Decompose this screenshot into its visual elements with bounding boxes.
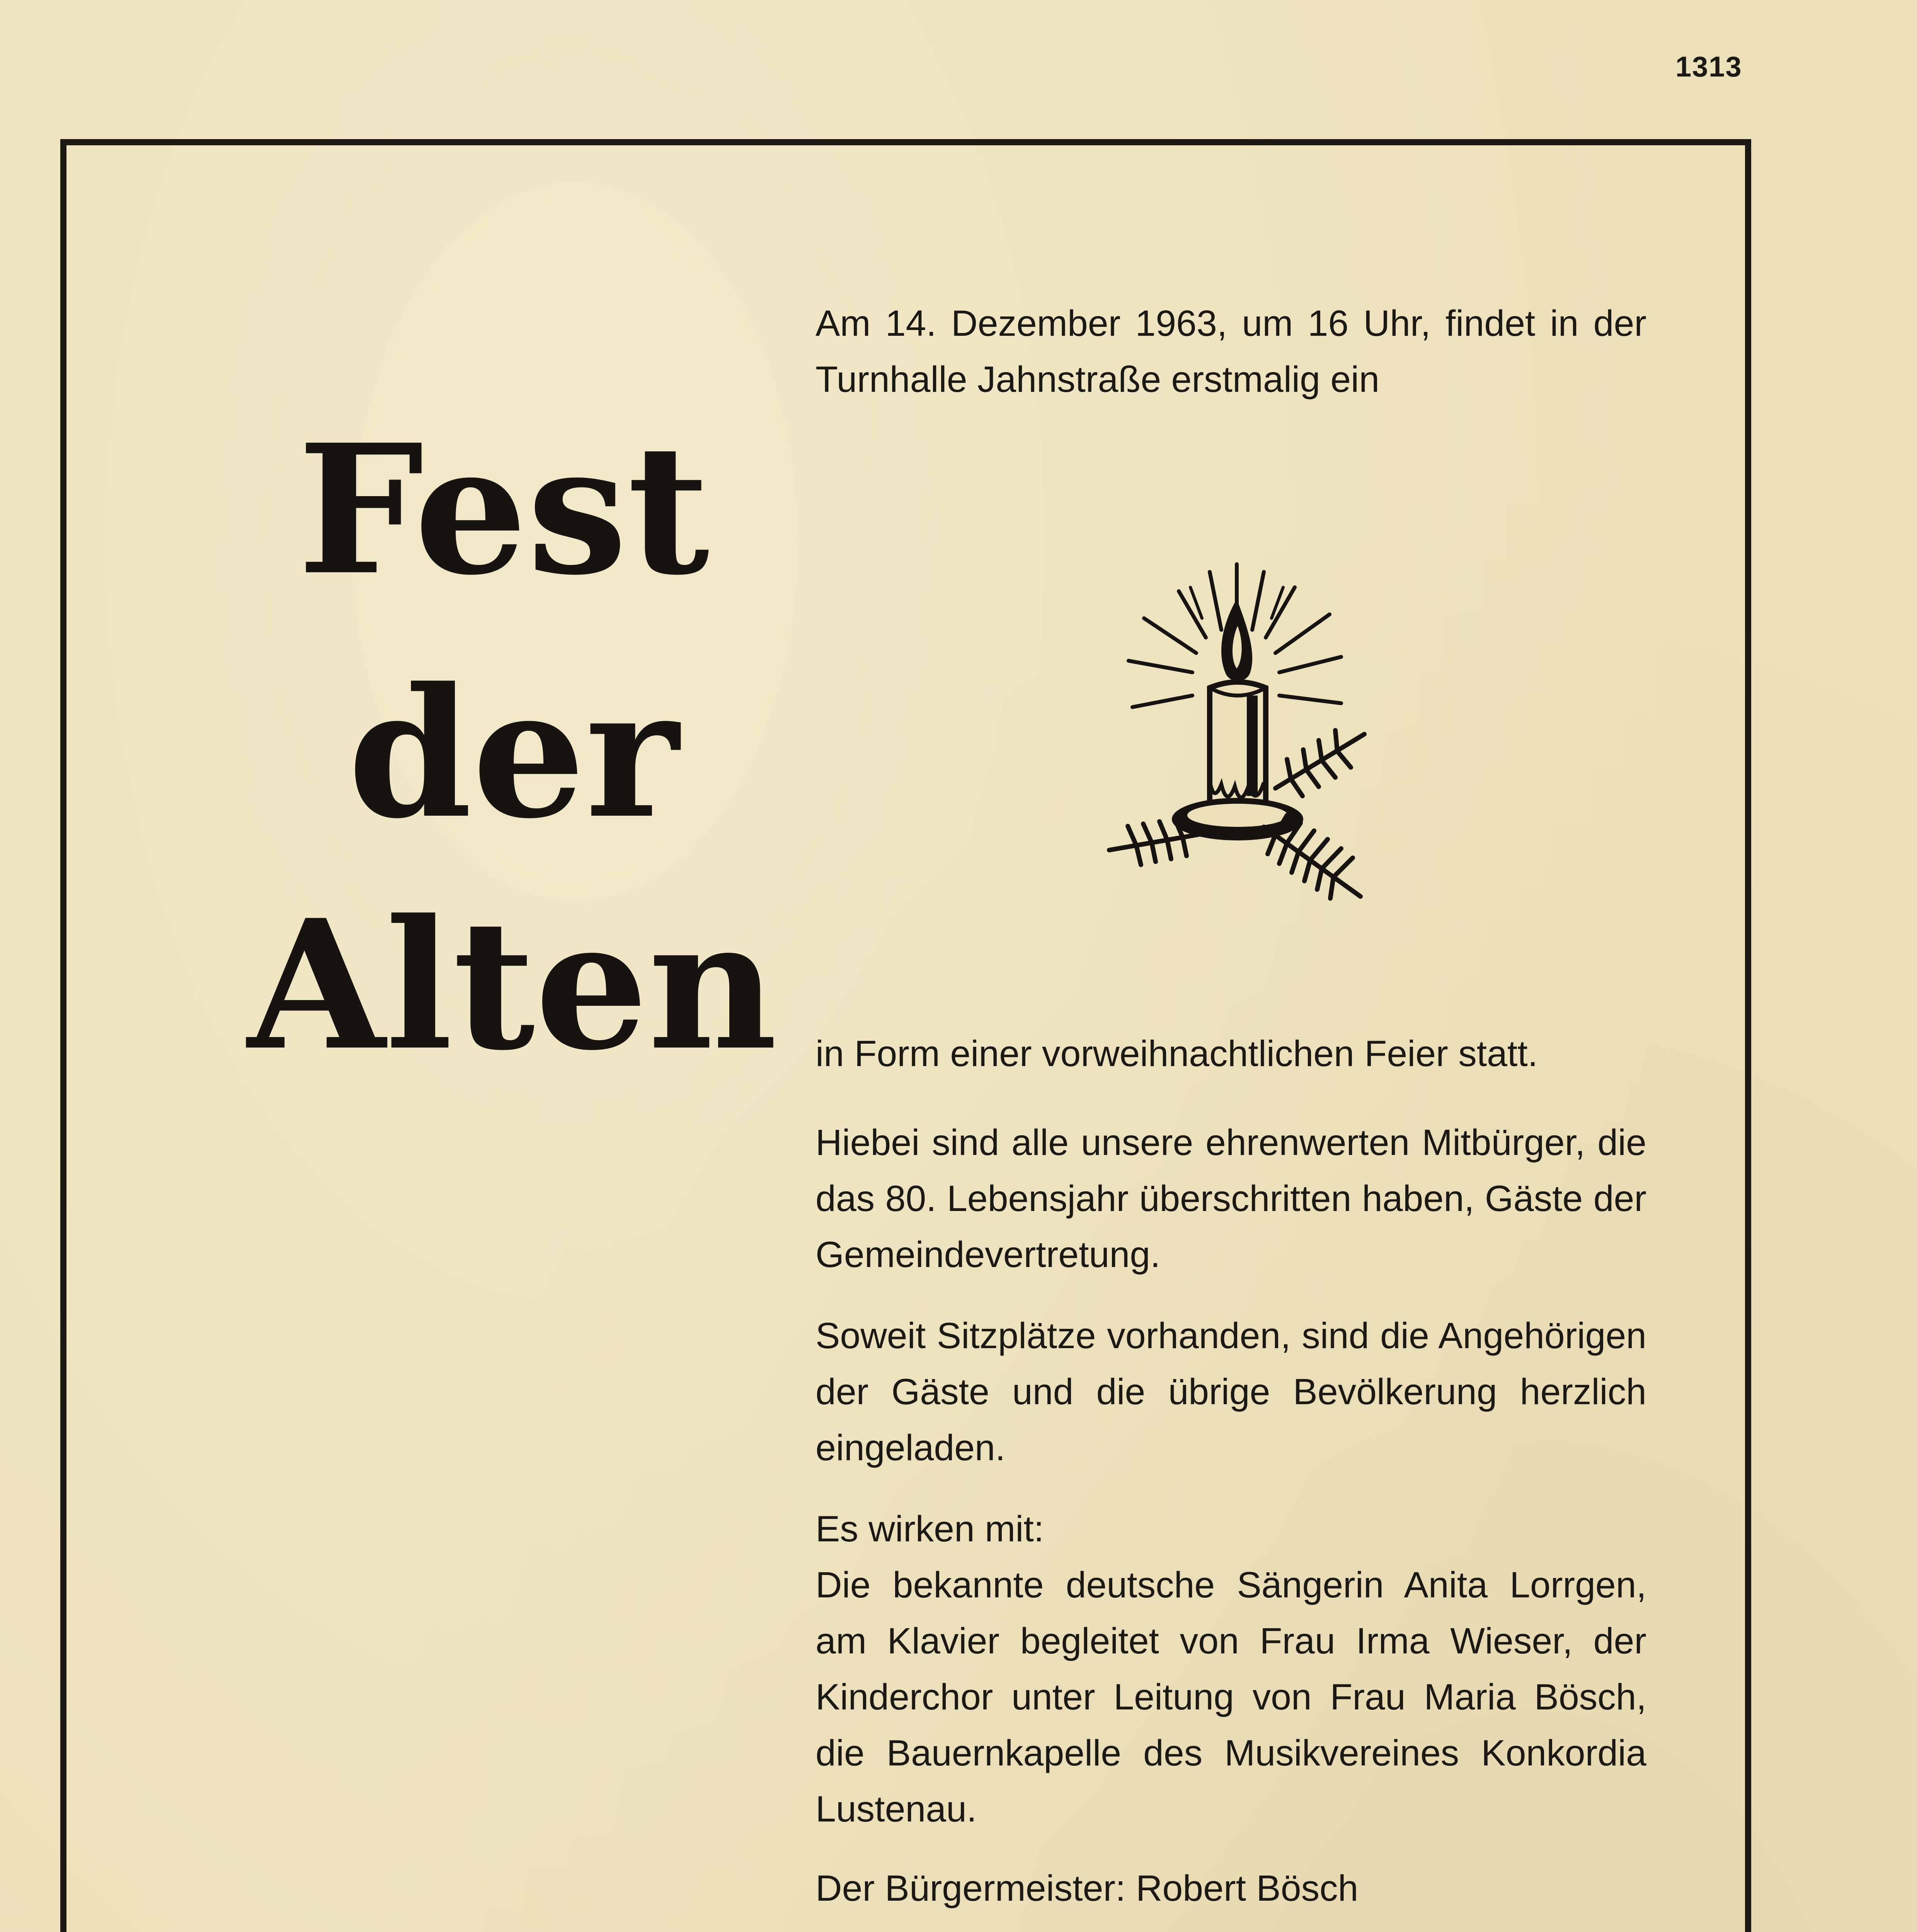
guests-text: Hiebei sind alle unsere ehrenwerten Mitbürger, die das 80. Lebensjahr überschritten haben, Gäste der Gemeindevertretung. <box>815 1122 1646 1275</box>
title-line-fest: Fest <box>298 406 710 614</box>
invitation-text: Soweit Sitzplätze vorhanden, sind die Angehörigen der Gäste und die übrige Bevölkerung herzlich eingeladen. <box>815 1315 1646 1468</box>
title-line-alten: Alten <box>247 881 778 1090</box>
form-text: in Form einer vorweihnachtlichen Feier statt. <box>815 1033 1538 1074</box>
announcement-invitation <box>815 1308 1646 1476</box>
announcement-performers <box>815 1501 1646 1837</box>
announcement-guests <box>815 1115 1646 1283</box>
intro-text: Am 14. Dezember 1963, um 16 Uhr, findet in der Turnhalle Jahnstraße erstmalig ein <box>815 303 1646 400</box>
page-number: 1313 <box>1675 51 1742 83</box>
mayor-signature: Der Bürgermeister: Robert Bösch <box>815 1868 1359 1909</box>
announcement-intro <box>815 296 1646 408</box>
title-line-der: der <box>348 649 679 858</box>
candle-icon <box>1094 549 1372 920</box>
performers-heading: Es wirken mit: <box>815 1509 1044 1549</box>
announcement-signature <box>815 1861 1646 1917</box>
announcement-form <box>815 1026 1646 1082</box>
performers-text: Die bekannte deutsche Sängerin Anita Lorrgen, am Klavier begleitet von Frau Irma Wieser, der Kinderchor unter Leitung von Frau Maria Bösch, die Bauernkapelle des Musikvereines Konkordia Lustenau. <box>815 1565 1646 1830</box>
